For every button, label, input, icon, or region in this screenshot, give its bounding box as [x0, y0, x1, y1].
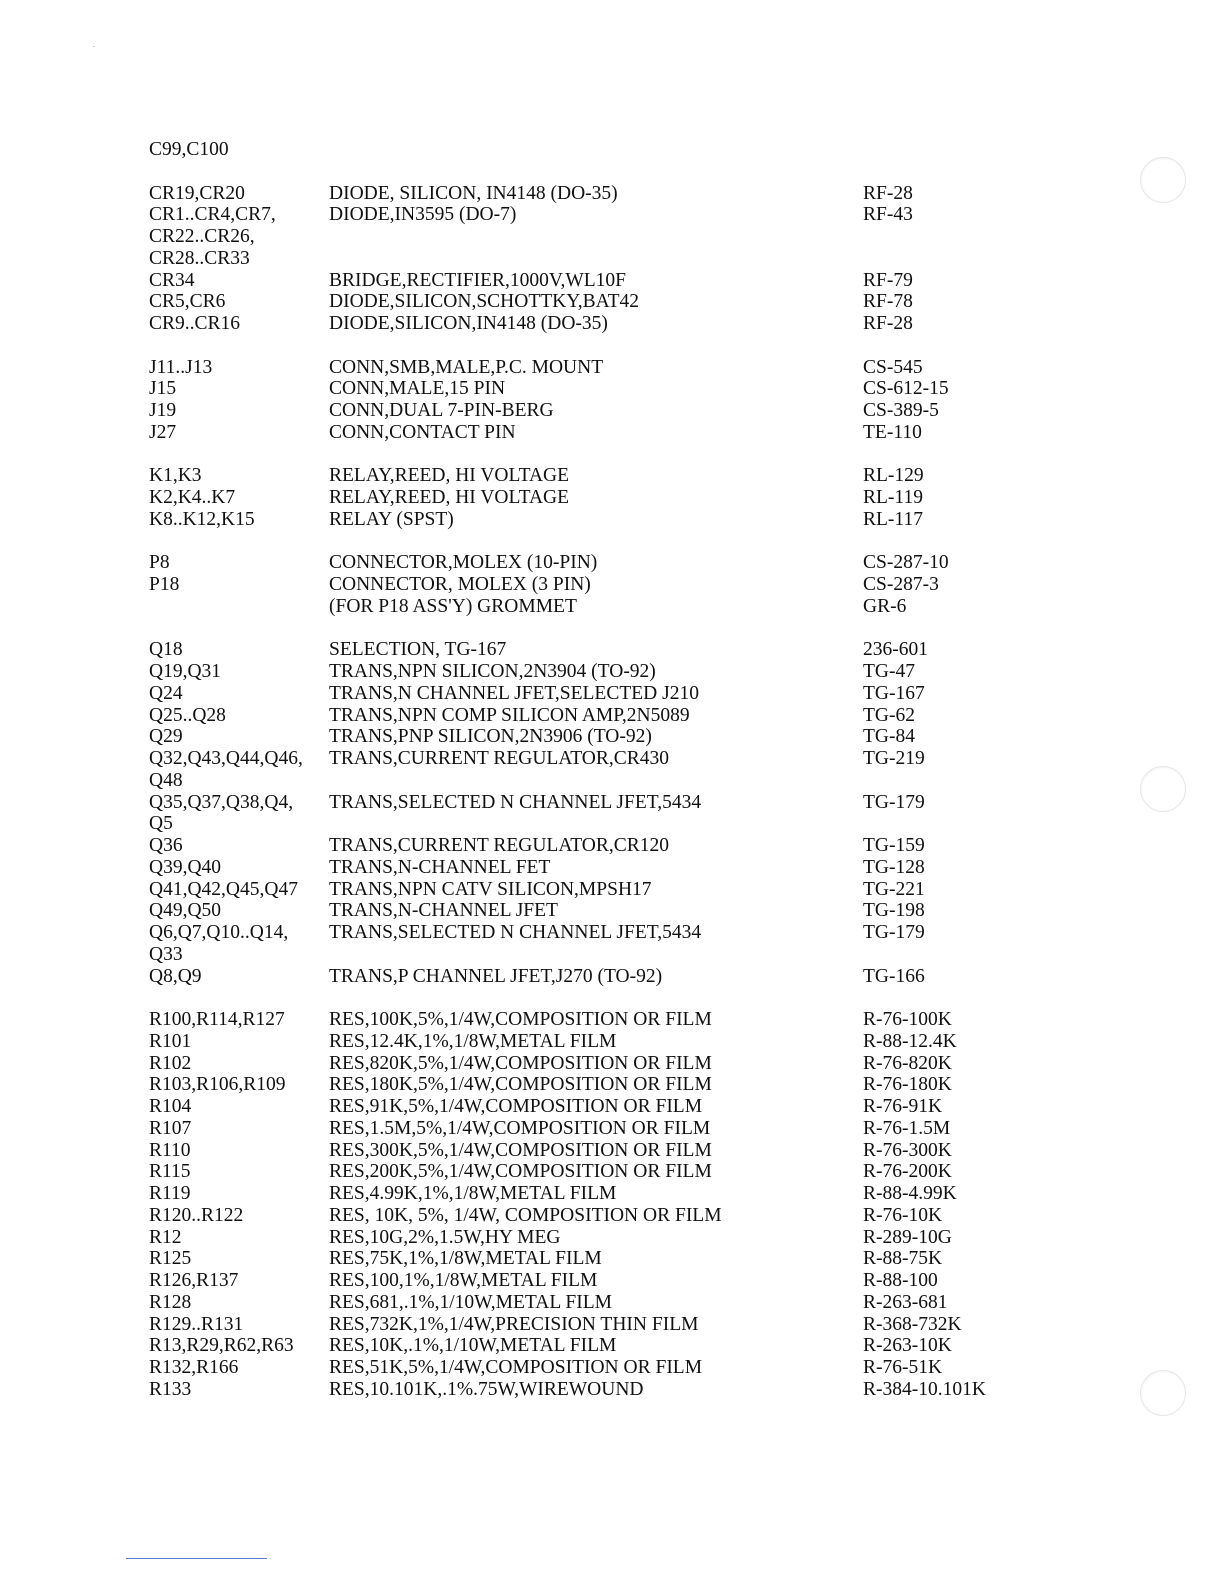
- parts-list-row: [149, 270, 1049, 292]
- part-description: SELECTION, TG-167: [329, 639, 507, 661]
- part-description: RES,681,.1%,1/10W,METAL FILM: [329, 1291, 612, 1313]
- reference-designator: J19: [149, 400, 177, 421]
- part-number: GR-6: [863, 595, 907, 617]
- part-number: RF-28: [863, 313, 913, 334]
- part-number: RF-79: [863, 269, 913, 291]
- parts-list-row: [149, 400, 1049, 422]
- part-number: R-76-1.5M: [863, 1117, 951, 1139]
- part-description: RES,10K,.1%,1/10W,METAL FILM: [329, 1335, 617, 1357]
- part-number: RF-43: [863, 204, 913, 226]
- parts-list-row: [149, 1140, 1049, 1162]
- parts-list-row: [149, 1074, 1049, 1096]
- reference-designator: K1,K3: [149, 465, 202, 487]
- part-number: 236-601: [863, 639, 928, 661]
- part-number: CS-612-15: [863, 378, 949, 400]
- parts-list-row: [149, 922, 1049, 944]
- part-description: RES,200K,5%,1/4W,COMPOSITION OR FILM: [329, 1161, 712, 1183]
- reference-designator: CR34: [149, 269, 195, 291]
- reference-designator: CR22..CR26,: [149, 226, 255, 247]
- reference-designator: Q24: [149, 682, 183, 704]
- reference-designator: P18: [149, 574, 180, 595]
- part-description: RES,300K,5%,1/4W,COMPOSITION OR FILM: [329, 1139, 712, 1161]
- part-description: TRANS,SELECTED N CHANNEL JFET,5434: [329, 791, 702, 813]
- reference-designator: R129..R131: [149, 1313, 244, 1335]
- part-description: BRIDGE,RECTIFIER,1000V,WL10F: [329, 269, 627, 291]
- part-number: TG-167: [863, 682, 925, 704]
- parts-list-row: [149, 596, 1049, 618]
- reference-designator: R100,R114,R127: [149, 1009, 285, 1030]
- part-description: DIODE,IN3595 (DO-7): [329, 204, 517, 226]
- parts-list-row: [149, 1248, 1049, 1270]
- part-description: TRANS,NPN SILICON,2N3904 (TO-92): [329, 661, 656, 682]
- parts-list-row: [149, 1161, 1049, 1183]
- part-number: CS-389-5: [863, 400, 939, 421]
- parts-list-row: [149, 1379, 1049, 1401]
- part-description: RES,10G,2%,1.5W,HY MEG: [329, 1226, 561, 1248]
- reference-designator: R110: [149, 1139, 191, 1161]
- reference-designator: Q8,Q9: [149, 965, 202, 987]
- part-description: RES,10.101K,.1%.75W,WIREWOUND: [329, 1378, 644, 1400]
- reference-designator: CR28..CR33: [149, 247, 250, 269]
- parts-list-row: [149, 509, 1049, 531]
- reference-designator: Q25..Q28: [149, 704, 226, 726]
- part-number: TG-128: [863, 856, 925, 878]
- footnote-rule: [126, 1558, 267, 1559]
- part-description: RES,91K,5%,1/4W,COMPOSITION OR FILM: [329, 1096, 703, 1117]
- reference-designator: Q29: [149, 726, 183, 748]
- part-description: TRANS,PNP SILICON,2N3906 (TO-92): [329, 726, 652, 748]
- reference-designator: R115: [149, 1161, 191, 1183]
- parts-list-row: [149, 487, 1049, 509]
- part-description: CONN,SMB,MALE,P.C. MOUNT: [329, 356, 604, 378]
- parts-list-row: [149, 248, 1049, 270]
- part-description: CONN,MALE,15 PIN: [329, 378, 506, 400]
- scan-speck: [93, 46, 95, 47]
- reference-designator: R125: [149, 1248, 192, 1270]
- reference-designator: R128: [149, 1291, 192, 1313]
- parts-list-row: [149, 857, 1049, 879]
- part-number: R-368-732K: [863, 1313, 962, 1335]
- reference-designator: R13,R29,R62,R63: [149, 1335, 294, 1357]
- parts-list-row: [149, 792, 1049, 814]
- reference-designator: R119: [149, 1183, 191, 1204]
- binder-hole-top: [1140, 157, 1186, 203]
- parts-list-row: [149, 204, 1049, 226]
- part-description: TRANS,P CHANNEL JFET,J270 (TO-92): [329, 965, 663, 987]
- part-description: CONNECTOR, MOLEX (3 PIN): [329, 574, 591, 595]
- reference-designator: Q36: [149, 835, 183, 856]
- parts-list-row: [149, 378, 1049, 400]
- reference-designator: CR9..CR16: [149, 313, 241, 334]
- reference-designator: R102: [149, 1052, 192, 1074]
- parts-list-row: [149, 444, 1049, 466]
- parts-list-row: [149, 1009, 1049, 1031]
- parts-list-row: [149, 1335, 1049, 1357]
- part-description: TRANS,N-CHANNEL FET: [329, 856, 551, 878]
- part-description: DIODE,SILICON,IN4148 (DO-35): [329, 313, 608, 334]
- parts-list-row: [149, 531, 1049, 553]
- reference-designator: CR5,CR6: [149, 291, 226, 313]
- reference-designator: CR1..CR4,CR7,: [149, 204, 276, 226]
- part-number: R-88-12.4K: [863, 1030, 957, 1052]
- reference-designator: Q48: [149, 769, 183, 791]
- part-number: TG-166: [863, 965, 925, 987]
- parts-list-row: [149, 1118, 1049, 1140]
- reference-designator: R132,R166: [149, 1357, 239, 1378]
- reference-designator: R101: [149, 1030, 192, 1052]
- parts-list-row: [149, 422, 1049, 444]
- parts-list-row: [149, 1227, 1049, 1249]
- part-description: DIODE,SILICON,SCHOTTKY,BAT42: [329, 291, 640, 313]
- reference-designator: J11..J13: [149, 356, 213, 378]
- part-number: R-76-10K: [863, 1204, 943, 1226]
- part-number: TE-110: [863, 421, 922, 443]
- part-number: TG-198: [863, 900, 925, 922]
- parts-list-row: [149, 813, 1049, 835]
- part-number: R-76-51K: [863, 1357, 943, 1378]
- part-description: RELAY (SPST): [329, 508, 454, 530]
- part-description: CONN,DUAL 7-PIN-BERG: [329, 400, 554, 421]
- part-description: CONNECTOR,MOLEX (10-PIN): [329, 552, 598, 574]
- part-number: R-384-10.101K: [863, 1378, 986, 1400]
- part-number: R-263-10K: [863, 1335, 952, 1357]
- reference-designator: R104: [149, 1096, 192, 1117]
- parts-list-row: [149, 1270, 1049, 1292]
- parts-list-row: [149, 552, 1049, 574]
- part-description: RES,75K,1%,1/8W,METAL FILM: [329, 1248, 602, 1270]
- parts-list-row: [149, 770, 1049, 792]
- reference-designator: K2,K4..K7: [149, 487, 236, 508]
- parts-list-row: [149, 161, 1049, 183]
- parts-list-row: [149, 944, 1049, 966]
- parts-list-row: [149, 1096, 1049, 1118]
- part-number: R-263-681: [863, 1291, 948, 1313]
- part-description: TRANS,NPN COMP SILICON AMP,2N5089: [329, 704, 690, 726]
- parts-list-row: [149, 335, 1049, 357]
- part-number: R-76-180K: [863, 1074, 952, 1096]
- part-description: RES,820K,5%,1/4W,COMPOSITION OR FILM: [329, 1052, 712, 1074]
- reference-designator: R103,R106,R109: [149, 1074, 286, 1096]
- part-description: RES,100,1%,1/8W,METAL FILM: [329, 1270, 598, 1291]
- part-number: RL-117: [863, 508, 923, 530]
- parts-list-row: [149, 618, 1049, 640]
- part-description: RES,4.99K,1%,1/8W,METAL FILM: [329, 1183, 617, 1204]
- part-number: RL-119: [863, 487, 923, 508]
- part-description: TRANS,N CHANNEL JFET,SELECTED J210: [329, 682, 699, 704]
- parts-list-row: [149, 966, 1049, 988]
- parts-list-row: [149, 226, 1049, 248]
- reference-designator: Q41,Q42,Q45,Q47: [149, 878, 298, 900]
- reference-designator: Q39,Q40: [149, 856, 222, 878]
- part-number: R-76-820K: [863, 1052, 952, 1074]
- part-description: RES,100K,5%,1/4W,COMPOSITION OR FILM: [329, 1009, 712, 1030]
- parts-list-row: [149, 1292, 1049, 1314]
- parts-list-row: [149, 683, 1049, 705]
- parts-list-row: [149, 313, 1049, 335]
- part-number: CS-545: [863, 356, 923, 378]
- parts-list-row: [149, 1314, 1049, 1336]
- part-description: DIODE, SILICON, IN4148 (DO-35): [329, 182, 618, 204]
- part-number: CS-287-3: [863, 574, 939, 595]
- parts-list-row: [149, 465, 1049, 487]
- reference-designator: C99,C100: [149, 139, 229, 160]
- part-description: RES,51K,5%,1/4W,COMPOSITION OR FILM: [329, 1357, 703, 1378]
- parts-list-row: [149, 987, 1049, 1009]
- reference-designator: Q5: [149, 813, 173, 835]
- parts-list-row: [149, 1357, 1049, 1379]
- parts-list-row: [149, 879, 1049, 901]
- part-description: RES,180K,5%,1/4W,COMPOSITION OR FILM: [329, 1074, 712, 1096]
- part-number: R-76-300K: [863, 1139, 952, 1161]
- part-description: RES,12.4K,1%,1/8W,METAL FILM: [329, 1030, 617, 1052]
- reference-designator: R133: [149, 1378, 192, 1400]
- part-number: CS-287-10: [863, 552, 949, 574]
- parts-list-row: [149, 705, 1049, 727]
- reference-designator: CR19,CR20: [149, 182, 245, 204]
- part-description: CONN,CONTACT PIN: [329, 421, 516, 443]
- part-number: TG-179: [863, 922, 925, 943]
- part-number: TG-47: [863, 661, 915, 682]
- part-number: R-88-100: [863, 1270, 938, 1291]
- part-number: TG-221: [863, 878, 925, 900]
- reference-designator: R120..R122: [149, 1204, 244, 1226]
- part-number: R-76-91K: [863, 1096, 943, 1117]
- parts-list-row: [149, 357, 1049, 379]
- reference-designator: Q33: [149, 943, 183, 965]
- parts-list-row: [149, 1031, 1049, 1053]
- binder-hole-middle: [1140, 766, 1186, 812]
- parts-list-table: [149, 139, 1049, 1401]
- reference-designator: P8: [149, 552, 170, 574]
- part-number: R-76-200K: [863, 1161, 952, 1183]
- reference-designator: Q18: [149, 639, 183, 661]
- part-number: RF-78: [863, 291, 913, 313]
- parts-list-row: [149, 291, 1049, 313]
- part-number: R-88-75K: [863, 1248, 943, 1270]
- parts-list-row: [149, 1053, 1049, 1075]
- part-number: RL-129: [863, 465, 924, 487]
- parts-list-row: [149, 835, 1049, 857]
- part-description: TRANS,CURRENT REGULATOR,CR430: [329, 748, 670, 769]
- binder-hole-bottom: [1140, 1370, 1186, 1416]
- part-number: TG-159: [863, 835, 925, 856]
- parts-list-row: [149, 900, 1049, 922]
- reference-designator: J15: [149, 378, 177, 400]
- part-number: TG-62: [863, 704, 915, 726]
- parts-list-row: [149, 1205, 1049, 1227]
- part-number: TG-179: [863, 791, 925, 813]
- part-number: R-76-100K: [863, 1009, 952, 1030]
- part-description: TRANS,NPN CATV SILICON,MPSH17: [329, 878, 652, 900]
- part-description: TRANS,N-CHANNEL JFET: [329, 900, 558, 922]
- parts-list-row: [149, 661, 1049, 683]
- part-description: RES,1.5M,5%,1/4W,COMPOSITION OR FILM: [329, 1117, 711, 1139]
- part-description: (FOR P18 ASS'Y) GROMMET: [329, 595, 577, 617]
- reference-designator: R126,R137: [149, 1270, 239, 1291]
- part-number: TG-219: [863, 748, 925, 769]
- reference-designator: Q32,Q43,Q44,Q46,: [149, 748, 303, 769]
- part-number: RF-28: [863, 182, 913, 204]
- part-description: RELAY,REED, HI VOLTAGE: [329, 465, 570, 487]
- part-description: RES,732K,1%,1/4W,PRECISION THIN FILM: [329, 1313, 699, 1335]
- part-description: RELAY,REED, HI VOLTAGE: [329, 487, 570, 508]
- reference-designator: Q6,Q7,Q10..Q14,: [149, 922, 289, 943]
- parts-list-row: [149, 639, 1049, 661]
- reference-designator: Q19,Q31: [149, 661, 222, 682]
- part-description: TRANS,CURRENT REGULATOR,CR120: [329, 835, 670, 856]
- parts-list-row: [149, 748, 1049, 770]
- part-number: R-88-4.99K: [863, 1183, 957, 1204]
- parts-list-row: [149, 574, 1049, 596]
- parts-list-row: [149, 139, 1049, 161]
- parts-list-row: [149, 726, 1049, 748]
- reference-designator: Q49,Q50: [149, 900, 222, 922]
- reference-designator: R107: [149, 1117, 192, 1139]
- parts-list-row: [149, 1183, 1049, 1205]
- reference-designator: J27: [149, 421, 177, 443]
- part-number: TG-84: [863, 726, 915, 748]
- reference-designator: R12: [149, 1226, 182, 1248]
- parts-list-row: [149, 183, 1049, 205]
- part-description: RES, 10K, 5%, 1/4W, COMPOSITION OR FILM: [329, 1204, 722, 1226]
- reference-designator: Q35,Q37,Q38,Q4,: [149, 791, 294, 813]
- part-number: R-289-10G: [863, 1226, 952, 1248]
- part-description: TRANS,SELECTED N CHANNEL JFET,5434: [329, 922, 702, 943]
- reference-designator: K8..K12,K15: [149, 508, 255, 530]
